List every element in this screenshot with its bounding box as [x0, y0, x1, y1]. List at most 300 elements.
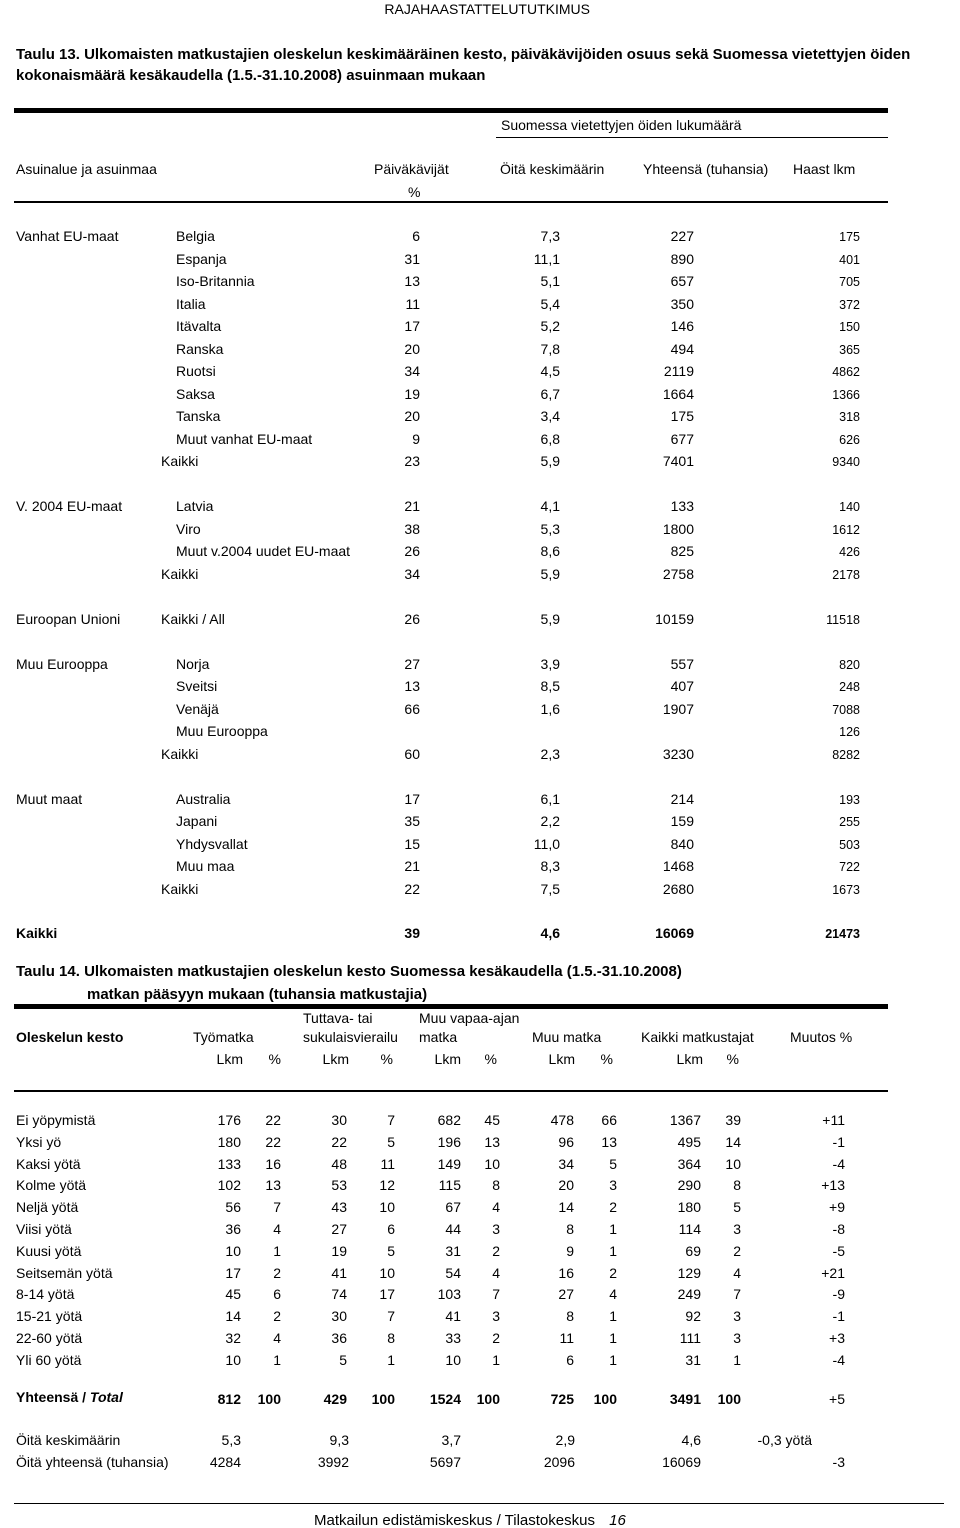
table13-interview-value: 372 [839, 297, 860, 312]
table14-avg-value: 9,3 [329, 1432, 349, 1448]
table14-value: 3 [733, 1330, 741, 1346]
table14-value: 2 [733, 1242, 741, 1259]
table14-value: 11 [380, 1155, 395, 1172]
table13-avg-value: 5,2 [540, 318, 560, 334]
table13-avg-value: 5,9 [540, 565, 560, 582]
table13-total-value: 1907 [662, 700, 694, 717]
table14-value: 478 [550, 1112, 574, 1128]
table13-total-value: 159 [670, 813, 694, 829]
table14-change: -1 [832, 1308, 845, 1325]
table13-day-value: 34 [404, 363, 420, 379]
table14-value: 3 [609, 1177, 617, 1194]
table14-value: 1 [609, 1351, 617, 1368]
table14-value: 7 [387, 1308, 395, 1325]
table13-interview-value: 9340 [832, 455, 860, 469]
table14-value: 53 [331, 1177, 347, 1194]
table14-value: 129 [677, 1264, 701, 1281]
table13-row-name: Muut v.2004 uudet EU-maat [176, 543, 351, 559]
table13-row-name: Muut vanhat EU-maat [176, 430, 313, 447]
table14-value: 2 [609, 1264, 617, 1281]
table14-value: 6 [566, 1351, 574, 1368]
table13-day-value: 31 [404, 250, 420, 267]
table13-avg-value: 4,1 [540, 498, 560, 514]
table14-value: 1367 [669, 1112, 701, 1128]
table13-day-value: 26 [404, 543, 420, 559]
table14-value: 27 [331, 1221, 347, 1237]
table14-value: 682 [437, 1112, 461, 1128]
table13-total-value: 1468 [662, 858, 694, 874]
table13-total-value: 175 [670, 408, 694, 424]
table13-row-name: Kaikki [161, 745, 199, 762]
table14-change: +13 [821, 1177, 845, 1194]
footer-text: Matkailun edistämiskeskus / Tilastokeskus [314, 1512, 595, 1528]
table14-sum-value: 16069 [662, 1454, 701, 1470]
footer-page-number: 16 [609, 1512, 626, 1528]
table14-value: 180 [217, 1133, 241, 1150]
table14-value: 44 [445, 1221, 461, 1237]
table13-day-value: 17 [404, 790, 420, 807]
table14-value: 2 [492, 1242, 500, 1259]
table14-value: 2 [492, 1330, 500, 1346]
table14-col-visit-top: Tuttava- tai [303, 1010, 373, 1026]
table13-day-value: 27 [404, 655, 420, 672]
table13-avg-value: 5,4 [540, 295, 560, 312]
table14-change: +11 [822, 1112, 845, 1128]
table14-col-other: Muu matka [532, 1029, 602, 1045]
table14-row-label: Viisi yötä [16, 1221, 72, 1237]
table14-value: 1 [609, 1308, 617, 1325]
table14-value: 13 [265, 1177, 281, 1194]
table13-total-value: 2680 [662, 880, 694, 897]
table13-col-total: Yhteensä (tuhansia) [643, 161, 769, 177]
table14-change: -9 [832, 1286, 845, 1303]
table14-unit-pct: % [268, 1051, 281, 1067]
table14-value: 103 [437, 1286, 461, 1303]
table14-value: 10 [225, 1242, 241, 1259]
table13-interview-value: 1673 [832, 882, 860, 897]
table13-interview-value: 4862 [832, 365, 860, 379]
table14-value: 69 [685, 1242, 701, 1259]
table13-row-name: Iso-Britannia [176, 273, 255, 289]
table13-interview-value: 820 [839, 657, 860, 672]
table14-value: 4 [492, 1264, 500, 1281]
table13-interview-value: 705 [839, 275, 860, 289]
table13-day-value: 26 [404, 610, 420, 627]
table14-unit-lkm: Lkm [322, 1051, 349, 1067]
table13-interview-value: 248 [839, 680, 860, 694]
table14-value: 115 [438, 1177, 461, 1194]
table14-unit-pct: % [726, 1051, 739, 1067]
table14-value: 5 [339, 1351, 347, 1368]
table14-value: 7 [273, 1199, 281, 1216]
table13-row-name: Saksa [176, 385, 215, 402]
table13-interview-value: 8282 [832, 747, 860, 762]
table14-title-line2: matkan pääsyyn mukaan (tuhansia matkustajia) [87, 986, 428, 1003]
table13-total-value: 350 [670, 295, 694, 312]
table14-value: 67 [445, 1199, 461, 1216]
table13-avg-value: 7,3 [540, 228, 560, 244]
table14-row-label: Yksi yö [16, 1133, 62, 1150]
table13-col-interview: Haast lkm [793, 161, 856, 177]
table13-interview-value: 426 [839, 545, 860, 559]
table13-avg-value: 8,6 [540, 543, 560, 559]
table14-total-label-text: Yhteensä / [16, 1389, 90, 1405]
table13-interview-value: 193 [839, 792, 860, 807]
table13-avg-value: 8,5 [540, 678, 560, 694]
table14-value: 5 [733, 1199, 741, 1216]
table13-interview-value: 503 [839, 837, 860, 852]
table14-value: 1 [609, 1221, 617, 1237]
table14-value: 19 [331, 1242, 347, 1259]
table13-top-rule [14, 108, 888, 113]
table14-value: 4 [273, 1330, 281, 1346]
table14-value: 8 [387, 1330, 395, 1346]
table14-sum-value: 5697 [429, 1454, 461, 1470]
table14-value: 290 [677, 1177, 701, 1194]
table14-value: 6 [273, 1286, 281, 1303]
table14-value: 45 [225, 1286, 241, 1303]
table13-avg-value: 3,9 [540, 655, 560, 672]
table13-interview-value: 1612 [832, 522, 860, 537]
table14-value: 12 [379, 1177, 395, 1194]
table14-value: 43 [331, 1199, 347, 1216]
table14-avg-label: Öitä keskimäärin [16, 1432, 121, 1448]
table14-value: 3 [492, 1221, 500, 1237]
table13-row-name: Muu Eurooppa [176, 723, 268, 739]
table14-value: 4 [609, 1286, 617, 1303]
table13-row-name: Sveitsi [176, 678, 218, 694]
table13-day-value: 20 [404, 340, 420, 357]
table14-unit-lkm: Lkm [216, 1051, 243, 1067]
table14-value: 196 [437, 1133, 461, 1150]
table13-total-value: 1800 [662, 520, 694, 537]
table14-value: 13 [601, 1133, 617, 1150]
table13-total-value: 227 [670, 228, 694, 244]
table13-avg-value: 6,7 [540, 385, 560, 402]
table13-avg-value: 5,3 [540, 520, 560, 537]
table14-total-value: 100 [371, 1391, 395, 1407]
table13-title-line2: kokonaismäärä kesäkaudella (1.5.-31.10.2008) asuinmaan mukaan [16, 67, 486, 84]
table14-total-value: 100 [257, 1391, 281, 1407]
table14-row-label: Kaksi yötä [16, 1155, 81, 1172]
table13-day-value: 23 [404, 453, 420, 469]
table13-grand-total-day: 39 [404, 925, 420, 941]
table13-row-name: Belgia [176, 228, 215, 244]
table13-avg-value: 11,1 [533, 250, 560, 267]
table14-sum-change: -3 [832, 1454, 845, 1470]
table14-unit-pct: % [380, 1051, 393, 1067]
table14-avg-value: 5,3 [221, 1432, 241, 1448]
table14-value: 32 [225, 1330, 241, 1346]
table14-value: 14 [558, 1199, 574, 1216]
table14-title-line1: Taulu 14. Ulkomaisten matkustajien oleskelun kesto Suomessa kesäkaudella (1.5.-31.10.2008) [16, 963, 682, 980]
table14-value: 111 [679, 1330, 701, 1346]
table14-col-leisure: matka [419, 1029, 458, 1045]
table13-interview-value: 1366 [832, 387, 860, 402]
table13-row-name: Kaikki [161, 453, 199, 469]
page-footer [314, 1512, 626, 1528]
table14-value: 1 [273, 1242, 281, 1259]
table14-value: 41 [445, 1308, 461, 1325]
table13-row-name: Yhdysvallat [176, 835, 248, 852]
table14-value: 22 [331, 1133, 347, 1150]
table14-value: 364 [677, 1155, 701, 1172]
table14-row-label: Ei yöpymistä [16, 1112, 96, 1128]
table13-avg-value: 8,3 [540, 858, 560, 874]
table14-value: 1 [492, 1351, 500, 1368]
table13-total-value: 407 [670, 678, 694, 694]
table13-total-value: 557 [670, 655, 694, 672]
table14-value: 54 [445, 1264, 461, 1281]
table14-value: 249 [677, 1286, 701, 1303]
table13-avg-value: 6,1 [540, 790, 560, 807]
table14-value: 114 [678, 1221, 701, 1237]
table13-col-avg: Öitä keskimäärin [500, 161, 605, 177]
table13-title-line1: Taulu 13. Ulkomaisten matkustajien oleskelun keskimääräinen kesto, päiväkävijöiden osuus sekä Suomessa vietettyjen öiden [16, 46, 911, 63]
table13-interview-value: 365 [839, 342, 860, 357]
page-header: RAJAHAASTATTELUTUTKIMUS [384, 1, 590, 17]
table14-row-label: 22-60 yötä [16, 1330, 83, 1346]
table13-total-value: 840 [670, 835, 694, 852]
table13-row-name: Viro [176, 520, 201, 537]
table14-value: 2 [609, 1199, 617, 1216]
table14-value: 10 [725, 1155, 741, 1172]
table13-interview-value: 722 [839, 860, 860, 874]
table14-value: 13 [484, 1133, 500, 1150]
table13-total-value: 657 [670, 273, 694, 289]
table14-value: 10 [445, 1351, 461, 1368]
table14-change: +21 [821, 1264, 845, 1281]
table13-col-day-unit: % [408, 184, 421, 200]
table14-value: 30 [331, 1112, 347, 1128]
table13-total-value: 1664 [662, 385, 694, 402]
table14-value: 1 [387, 1351, 395, 1368]
table14-col-change: Muutos % [790, 1029, 853, 1045]
table13-col-region: Asuinalue ja asuinmaa [16, 161, 157, 177]
table14-value: 33 [445, 1330, 461, 1346]
table13-day-value: 6 [412, 228, 420, 244]
table14-value: 31 [445, 1242, 461, 1259]
table14-value: 2 [273, 1264, 281, 1281]
table13-day-value: 19 [404, 385, 420, 402]
table13-day-value: 21 [404, 858, 420, 874]
table14-value: 31 [685, 1351, 701, 1368]
table13-avg-value: 1,6 [540, 700, 560, 717]
table14-value: 10 [379, 1264, 395, 1281]
table14-total-value: 100 [593, 1391, 617, 1407]
table13-interview-value: 255 [839, 815, 860, 829]
table14-sum-value: 2096 [543, 1454, 575, 1470]
table13-avg-value: 5,9 [540, 453, 560, 469]
table14-value: 2 [273, 1308, 281, 1325]
footer-rule [14, 1503, 944, 1504]
table14-value: 176 [217, 1112, 241, 1128]
table13-interview-value: 626 [839, 432, 860, 447]
table14-value: 5 [387, 1242, 395, 1259]
table13-avg-value: 11,0 [533, 835, 560, 852]
table13-grand-total-total: 16069 [655, 925, 694, 941]
table14-change: +3 [829, 1330, 845, 1346]
table14-row-label: Kuusi yötä [16, 1242, 82, 1259]
table14-value: 7 [492, 1286, 500, 1303]
table13-interview-value: 140 [839, 500, 860, 514]
table14-row-label: 15-21 yötä [16, 1308, 83, 1325]
table14-avg-value: 2,9 [555, 1432, 575, 1448]
table13-avg-value: 5,1 [540, 273, 560, 289]
table13-day-value: 38 [404, 520, 420, 537]
table14-value: 36 [331, 1330, 347, 1346]
table13-avg-value: 7,5 [540, 880, 560, 897]
table14-unit-lkm: Lkm [676, 1051, 703, 1067]
table13-grand-total-n: 21473 [825, 927, 860, 941]
table14-avg-change: -0,3 yötä [757, 1432, 812, 1448]
table13-day-value: 17 [404, 318, 420, 334]
table14-change: -1 [832, 1133, 845, 1150]
table14-value: 1 [733, 1351, 741, 1368]
table13-row-name: Kaikki [161, 565, 199, 582]
table14-value: 14 [225, 1308, 241, 1325]
table13-avg-value: 5,9 [540, 610, 560, 627]
table14-value: 5 [609, 1155, 617, 1172]
table13-interview-value: 7088 [832, 702, 860, 717]
table13-group-label: Euroopan Unioni [16, 610, 121, 627]
table14-total-change: +5 [829, 1391, 845, 1407]
table13-row-name: Ranska [176, 340, 224, 357]
table14-value: 56 [225, 1199, 241, 1216]
table14-value: 6 [387, 1221, 395, 1237]
table13-header-rule [14, 201, 888, 203]
table13-total-value: 214 [670, 790, 694, 807]
table13-grand-total-avg: 4,6 [540, 925, 560, 941]
table14-value: 74 [331, 1286, 347, 1303]
table14-change: -8 [832, 1221, 845, 1237]
table14-total-value: 1524 [429, 1391, 461, 1407]
table14-row-label: Seitsemän yötä [16, 1264, 113, 1281]
table14-avg-value: 3,7 [441, 1432, 461, 1448]
table14-col-visit: sukulaisvierailu [303, 1029, 398, 1045]
table13-interview-value: 150 [839, 320, 860, 334]
table14-unit-lkm: Lkm [434, 1051, 461, 1067]
table13-col-day: Päiväkävijät [374, 161, 449, 177]
table13-row-name: Japani [176, 813, 218, 829]
table14-value: 9 [566, 1242, 574, 1259]
table13-grand-total-label: Kaikki [16, 925, 58, 941]
table14-value: 4 [733, 1264, 741, 1281]
table14-value: 4 [492, 1199, 500, 1216]
table14-col-duration: Oleskelun kesto [16, 1029, 124, 1045]
table13-total-value: 825 [670, 543, 694, 559]
table14-value: 17 [379, 1286, 395, 1303]
table14-row-label: Neljä yötä [16, 1199, 79, 1216]
table14-value: 3 [733, 1308, 741, 1325]
table13-total-value: 10159 [655, 610, 694, 627]
table14-value: 133 [217, 1155, 241, 1172]
table14-row-label: Kolme yötä [16, 1177, 87, 1194]
table13-day-value: 20 [404, 408, 420, 424]
table14-value: 1 [609, 1242, 617, 1259]
table14-sum-value: 4284 [209, 1454, 241, 1470]
table14-value: 7 [387, 1112, 395, 1128]
table13-day-value: 13 [404, 678, 420, 694]
table13-row-name: Espanja [176, 250, 227, 267]
table14-change: +9 [829, 1199, 845, 1216]
table13-row-name: Kaikki / All [161, 610, 225, 627]
table14-col-leisure-top: Muu vapaa-ajan [419, 1010, 520, 1026]
table13-group-header: Suomessa vietettyjen öiden lukumäärä [501, 117, 742, 133]
table14-value: 11 [559, 1330, 574, 1346]
table14-value: 495 [677, 1133, 701, 1150]
table13-row-name: Tanska [176, 408, 221, 424]
table14-unit-pct: % [600, 1051, 613, 1067]
table14-total-value: 100 [476, 1391, 500, 1407]
table14-total-value: 3491 [669, 1391, 701, 1407]
table13-total-value: 2758 [662, 565, 694, 582]
table13-interview-value: 401 [839, 252, 860, 267]
table13-group-label: Muu Eurooppa [16, 655, 108, 672]
table13-total-value: 494 [670, 340, 694, 357]
table13-day-value: 35 [404, 813, 420, 829]
table14-value: 36 [225, 1221, 241, 1237]
table14-value: 7 [733, 1286, 741, 1303]
table13-interview-value: 126 [839, 725, 860, 739]
table13-day-value: 34 [404, 565, 420, 582]
table13-row-name: Italia [176, 295, 206, 312]
table14-value: 39 [725, 1112, 741, 1128]
table13-day-value: 22 [404, 880, 420, 897]
table13-day-value: 66 [404, 700, 420, 717]
table13-avg-value: 2,3 [540, 745, 560, 762]
table13-day-value: 60 [404, 745, 420, 762]
table13-total-value: 133 [670, 498, 694, 514]
table13-day-value: 21 [404, 498, 420, 514]
table14-row-label: Yli 60 yötä [16, 1351, 82, 1368]
table14-value: 41 [331, 1264, 347, 1281]
table14-value: 1 [609, 1330, 617, 1346]
table14-value: 102 [217, 1177, 241, 1194]
table13-row-name: Ruotsi [176, 363, 216, 379]
table14-total-value: 725 [550, 1391, 574, 1407]
table14-row-label: 8-14 yötä [16, 1286, 75, 1303]
table14-col-work: Työmatka [193, 1029, 254, 1045]
table14-change: -4 [832, 1351, 845, 1368]
table14-col-all: Kaikki matkustajat [641, 1029, 754, 1045]
table13-avg-value: 2,2 [540, 813, 560, 829]
table14-value: 48 [331, 1155, 347, 1172]
table14-value: 92 [685, 1308, 701, 1325]
table14-value: 4 [273, 1221, 281, 1237]
table13-total-value: 2119 [663, 363, 694, 379]
table13-group-label: Vanhat EU-maat [16, 228, 119, 244]
table14-value: 17 [225, 1264, 241, 1281]
table13-row-name: Kaikki [161, 880, 199, 897]
table13-row-name: Australia [176, 790, 231, 807]
table13-avg-value: 3,4 [540, 408, 560, 424]
table13-total-value: 146 [670, 318, 694, 334]
table13-total-value: 890 [670, 250, 694, 267]
table14-value: 30 [331, 1308, 347, 1325]
table13-interview-value: 11518 [826, 612, 860, 627]
table14-total-label-italic: Total [89, 1389, 123, 1405]
table14-total-value: 812 [217, 1391, 241, 1407]
table13-total-value: 3230 [662, 745, 694, 762]
table13-row-name: Norja [176, 655, 210, 672]
table14-value: 8 [566, 1308, 574, 1325]
table14-total-value: 429 [323, 1391, 347, 1407]
table14-sum-value: 3992 [317, 1454, 349, 1470]
table13-day-value: 9 [412, 430, 420, 447]
table14-unit-pct: % [484, 1051, 497, 1067]
table13-total-value: 677 [670, 430, 694, 447]
